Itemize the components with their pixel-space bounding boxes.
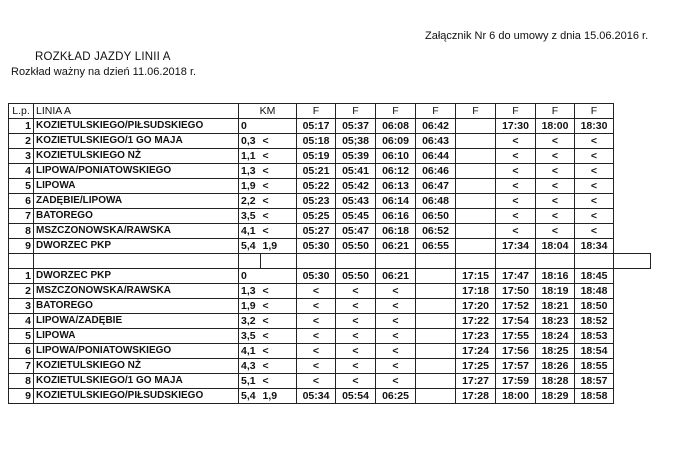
- departure-time: 18:34: [575, 239, 614, 254]
- separator-cell: [614, 254, 651, 269]
- departure-time: 05:39: [336, 149, 376, 164]
- departure-time: [416, 389, 456, 404]
- row-number: 7: [9, 359, 34, 374]
- departure-time: <: [536, 149, 575, 164]
- departure-time: 18:16: [536, 269, 575, 284]
- departure-time: 18:50: [575, 299, 614, 314]
- table-row: [9, 359, 651, 374]
- departure-time: 05:54: [336, 389, 376, 404]
- distance-marker: <: [261, 374, 297, 389]
- departure-time: 17:15: [456, 269, 496, 284]
- stop-name: KOZIETULSKIEGO/1 GO MAJA: [34, 374, 239, 389]
- column-header: F: [297, 104, 336, 119]
- departure-time: 17:59: [496, 374, 536, 389]
- distance-km: 1,9: [239, 179, 261, 194]
- departure-time: 05:45: [336, 209, 376, 224]
- departure-time: 06:21: [376, 269, 416, 284]
- departure-time: 05:30: [297, 269, 336, 284]
- departure-time: <: [496, 209, 536, 224]
- stop-name: MSZCZONOWSKA/RAWSKA: [34, 284, 239, 299]
- separator-cell: [376, 254, 416, 269]
- distance-marker: <: [261, 314, 297, 329]
- stop-name: LIPOWA/PONIATOWSKIEGO: [34, 164, 239, 179]
- table-row: [9, 149, 651, 164]
- column-header: F: [456, 104, 496, 119]
- departure-time: 06:21: [376, 239, 416, 254]
- departure-time: 17:50: [496, 284, 536, 299]
- departure-time: <: [297, 359, 336, 374]
- departure-time: [456, 164, 496, 179]
- departure-time: <: [336, 329, 376, 344]
- departure-time: 05:34: [297, 389, 336, 404]
- departure-time: 17:18: [456, 284, 496, 299]
- column-header: F: [496, 104, 536, 119]
- distance-marker: 1,9: [261, 239, 297, 254]
- departure-time: [456, 179, 496, 194]
- column-header: F: [416, 104, 456, 119]
- departure-time: 18:00: [536, 119, 575, 134]
- row-number: 8: [9, 224, 34, 239]
- departure-time: <: [376, 359, 416, 374]
- departure-time: 18:54: [575, 344, 614, 359]
- departure-time: 05:47: [336, 224, 376, 239]
- departure-time: <: [297, 329, 336, 344]
- table-row: [9, 314, 651, 329]
- distance-marker: <: [261, 164, 297, 179]
- distance-marker: [261, 269, 297, 284]
- stop-name: LIPOWA: [34, 179, 239, 194]
- distance-km: 1,3: [239, 164, 261, 179]
- departure-time: 06:44: [416, 149, 456, 164]
- distance-km: 3,2: [239, 314, 261, 329]
- departure-time: [416, 329, 456, 344]
- departure-time: 17:56: [496, 344, 536, 359]
- distance-km: 5,1: [239, 374, 261, 389]
- table-row: [9, 344, 651, 359]
- distance-km: 3,5: [239, 209, 261, 224]
- separator-cell: [336, 254, 376, 269]
- stop-name: LIPOWA/PONIATOWSKIEGO: [34, 344, 239, 359]
- departure-time: 06:50: [416, 209, 456, 224]
- distance-km: 3,5: [239, 329, 261, 344]
- distance-marker: <: [261, 344, 297, 359]
- table-row: [9, 299, 651, 314]
- stop-name: KOZIETULSKIEGO/PIŁSUDSKIEGO: [34, 389, 239, 404]
- departure-time: <: [536, 194, 575, 209]
- distance-km: 5,4: [239, 389, 261, 404]
- departure-time: 06:43: [416, 134, 456, 149]
- row-number: 2: [9, 134, 34, 149]
- departure-time: 05:43: [336, 194, 376, 209]
- departure-time: <: [536, 164, 575, 179]
- departure-time: 05:17: [297, 119, 336, 134]
- departure-time: 05:23: [297, 194, 336, 209]
- distance-km: 0: [239, 269, 261, 284]
- table-row: [9, 194, 651, 209]
- departure-time: 18:30: [575, 119, 614, 134]
- departure-time: <: [336, 299, 376, 314]
- departure-time: [456, 134, 496, 149]
- departure-time: 17:57: [496, 359, 536, 374]
- departure-time: <: [376, 344, 416, 359]
- departure-time: <: [536, 179, 575, 194]
- departure-time: 05:18: [297, 134, 336, 149]
- departure-time: [416, 269, 456, 284]
- row-number: 1: [9, 119, 34, 134]
- annex-note: Załącznik Nr 6 do umowy z dnia 15.06.2016 r.: [425, 30, 649, 42]
- separator-cell: [496, 254, 536, 269]
- departure-time: <: [575, 209, 614, 224]
- departure-time: 06:18: [376, 224, 416, 239]
- row-number: 1: [9, 269, 34, 284]
- departure-time: <: [336, 314, 376, 329]
- row-number: 6: [9, 194, 34, 209]
- distance-km: 0: [239, 119, 261, 134]
- table-row: [9, 329, 651, 344]
- departure-time: <: [297, 314, 336, 329]
- header-row: [9, 104, 651, 119]
- departure-time: 18:53: [575, 329, 614, 344]
- row-number: 5: [9, 329, 34, 344]
- table-row: [9, 134, 651, 149]
- distance-marker: [261, 119, 297, 134]
- row-number: 7: [9, 209, 34, 224]
- distance-km: 5,4: [239, 239, 261, 254]
- departure-time: [416, 284, 456, 299]
- distance-marker: <: [261, 329, 297, 344]
- departure-time: 06:12: [376, 164, 416, 179]
- distance-marker: <: [261, 149, 297, 164]
- departure-time: <: [376, 299, 416, 314]
- departure-time: 18:29: [536, 389, 575, 404]
- direction-separator: [9, 254, 651, 269]
- departure-time: <: [496, 149, 536, 164]
- departure-time: [456, 224, 496, 239]
- stop-name: LIPOWA/ZADĘBIE: [34, 314, 239, 329]
- separator-cell: [239, 254, 261, 269]
- departure-time: [416, 314, 456, 329]
- departure-time: 18:55: [575, 359, 614, 374]
- departure-time: <: [575, 224, 614, 239]
- departure-time: <: [575, 164, 614, 179]
- departure-time: 18:52: [575, 314, 614, 329]
- distance-km: 1,9: [239, 299, 261, 314]
- departure-time: <: [336, 284, 376, 299]
- distance-marker: 1,9: [261, 389, 297, 404]
- stop-name: BATOREGO: [34, 299, 239, 314]
- table-row: [9, 389, 651, 404]
- distance-km: 4,1: [239, 224, 261, 239]
- distance-marker: <: [261, 209, 297, 224]
- departure-time: 17:30: [496, 119, 536, 134]
- row-number: 5: [9, 179, 34, 194]
- separator-cell: [536, 254, 575, 269]
- row-number: 3: [9, 149, 34, 164]
- departure-time: 05:50: [336, 269, 376, 284]
- departure-time: 17:52: [496, 299, 536, 314]
- departure-time: 18:23: [536, 314, 575, 329]
- separator-cell: [34, 254, 239, 269]
- departure-time: 05:19: [297, 149, 336, 164]
- timetable: [8, 103, 651, 404]
- table-row: [9, 239, 651, 254]
- departure-time: <: [496, 134, 536, 149]
- header-line: LINIA A: [34, 104, 239, 119]
- departure-time: <: [536, 134, 575, 149]
- departure-time: 18:21: [536, 299, 575, 314]
- table-row: [9, 284, 651, 299]
- departure-time: 06:55: [416, 239, 456, 254]
- departure-time: 18:28: [536, 374, 575, 389]
- departure-time: <: [376, 374, 416, 389]
- departure-time: 05:22: [297, 179, 336, 194]
- departure-time: [456, 194, 496, 209]
- row-number: 4: [9, 314, 34, 329]
- departure-time: [416, 344, 456, 359]
- departure-time: <: [575, 194, 614, 209]
- distance-km: 4,1: [239, 344, 261, 359]
- departure-time: <: [496, 194, 536, 209]
- separator-cell: [9, 254, 34, 269]
- column-header: F: [536, 104, 575, 119]
- departure-time: <: [575, 179, 614, 194]
- table-row: [9, 269, 651, 284]
- departure-time: [456, 239, 496, 254]
- departure-time: 17:23: [456, 329, 496, 344]
- departure-time: 05:37: [336, 119, 376, 134]
- departure-time: 06:08: [376, 119, 416, 134]
- departure-time: [456, 209, 496, 224]
- row-number: 9: [9, 389, 34, 404]
- page-title: ROZKŁAD JAZDY LINII A: [35, 51, 171, 63]
- departure-time: 06:14: [376, 194, 416, 209]
- departure-time: 17:25: [456, 359, 496, 374]
- departure-time: 17:34: [496, 239, 536, 254]
- departure-time: <: [496, 179, 536, 194]
- table-row: [9, 209, 651, 224]
- departure-time: 06:10: [376, 149, 416, 164]
- departure-time: 05:25: [297, 209, 336, 224]
- departure-time: <: [297, 374, 336, 389]
- departure-time: 18:45: [575, 269, 614, 284]
- departure-time: <: [376, 314, 416, 329]
- departure-time: 18:19: [536, 284, 575, 299]
- departure-time: 17:47: [496, 269, 536, 284]
- departure-time: 18:04: [536, 239, 575, 254]
- departure-time: [416, 359, 456, 374]
- distance-marker: <: [261, 284, 297, 299]
- departure-time: <: [496, 224, 536, 239]
- departure-time: 17:55: [496, 329, 536, 344]
- departure-time: 06:09: [376, 134, 416, 149]
- header-lp: L.p.: [9, 104, 34, 119]
- departure-time: [456, 149, 496, 164]
- row-number: 4: [9, 164, 34, 179]
- departure-time: 06:16: [376, 209, 416, 224]
- departure-time: <: [376, 329, 416, 344]
- departure-time: 18:00: [496, 389, 536, 404]
- departure-time: 17:24: [456, 344, 496, 359]
- departure-time: <: [496, 164, 536, 179]
- departure-time: 06:13: [376, 179, 416, 194]
- validity-date: Rozkład ważny na dzień 11.06.2018 r.: [11, 66, 197, 78]
- separator-cell: [456, 254, 496, 269]
- departure-time: 18:48: [575, 284, 614, 299]
- stop-name: LIPOWA: [34, 329, 239, 344]
- departure-time: <: [376, 284, 416, 299]
- departure-time: 06:48: [416, 194, 456, 209]
- departure-time: 17:22: [456, 314, 496, 329]
- departure-time: 06:46: [416, 164, 456, 179]
- separator-cell: [261, 254, 297, 269]
- departure-time: 18:26: [536, 359, 575, 374]
- stop-name: BATOREGO: [34, 209, 239, 224]
- row-number: 8: [9, 374, 34, 389]
- departure-time: 17:28: [456, 389, 496, 404]
- row-number: 2: [9, 284, 34, 299]
- distance-km: 1,1: [239, 149, 261, 164]
- distance-marker: <: [261, 134, 297, 149]
- departure-time: [416, 374, 456, 389]
- departure-time: 05:27: [297, 224, 336, 239]
- departure-time: 06:52: [416, 224, 456, 239]
- table-row: [9, 119, 651, 134]
- departure-time: <: [297, 299, 336, 314]
- stop-name: MSZCZONOWSKA/RAWSKA: [34, 224, 239, 239]
- table-row: [9, 179, 651, 194]
- distance-marker: <: [261, 359, 297, 374]
- departure-time: <: [297, 344, 336, 359]
- column-header: F: [336, 104, 376, 119]
- stop-name: KOZIETULSKIEGO/1 GO MAJA: [34, 134, 239, 149]
- departure-time: 17:27: [456, 374, 496, 389]
- stop-name: ZADĘBIE/LIPOWA: [34, 194, 239, 209]
- header-km: KM: [239, 104, 297, 119]
- departure-time: <: [536, 224, 575, 239]
- column-header: F: [376, 104, 416, 119]
- departure-time: 05:21: [297, 164, 336, 179]
- departure-time: <: [536, 209, 575, 224]
- stop-name: KOZIETULSKIEGO NŻ: [34, 359, 239, 374]
- departure-time: 06:25: [376, 389, 416, 404]
- departure-time: <: [336, 344, 376, 359]
- stop-name: KOZIETULSKIEGO NŻ: [34, 149, 239, 164]
- departure-time: <: [575, 149, 614, 164]
- distance-marker: <: [261, 194, 297, 209]
- departure-time: 18:25: [536, 344, 575, 359]
- departure-time: 05;38: [336, 134, 376, 149]
- table-row: [9, 164, 651, 179]
- departure-time: 18:58: [575, 389, 614, 404]
- departure-time: [416, 299, 456, 314]
- departure-time: 05:30: [297, 239, 336, 254]
- row-number: 3: [9, 299, 34, 314]
- departure-time: <: [575, 134, 614, 149]
- departure-time: 05:41: [336, 164, 376, 179]
- departure-time: <: [297, 284, 336, 299]
- row-number: 9: [9, 239, 34, 254]
- departure-time: 18:24: [536, 329, 575, 344]
- departure-time: 17:54: [496, 314, 536, 329]
- table-row: [9, 224, 651, 239]
- departure-time: 18:57: [575, 374, 614, 389]
- distance-km: 4,3: [239, 359, 261, 374]
- column-header: F: [575, 104, 614, 119]
- departure-time: 05:42: [336, 179, 376, 194]
- separator-cell: [416, 254, 456, 269]
- distance-km: 0,3: [239, 134, 261, 149]
- departure-time: [456, 119, 496, 134]
- departure-time: <: [336, 374, 376, 389]
- departure-time: 06:47: [416, 179, 456, 194]
- distance-km: 2,2: [239, 194, 261, 209]
- distance-marker: <: [261, 299, 297, 314]
- separator-cell: [297, 254, 336, 269]
- departure-time: 17:20: [456, 299, 496, 314]
- separator-cell: [575, 254, 614, 269]
- departure-time: 06:42: [416, 119, 456, 134]
- departure-time: 05:50: [336, 239, 376, 254]
- stop-name: KOZIETULSKIEGO/PIŁSUDSKIEGO: [34, 119, 239, 134]
- row-number: 6: [9, 344, 34, 359]
- distance-km: 1,3: [239, 284, 261, 299]
- stop-name: DWORZEC PKP: [34, 239, 239, 254]
- table-row: [9, 374, 651, 389]
- distance-marker: <: [261, 179, 297, 194]
- stop-name: DWORZEC PKP: [34, 269, 239, 284]
- departure-time: <: [336, 359, 376, 374]
- distance-marker: <: [261, 224, 297, 239]
